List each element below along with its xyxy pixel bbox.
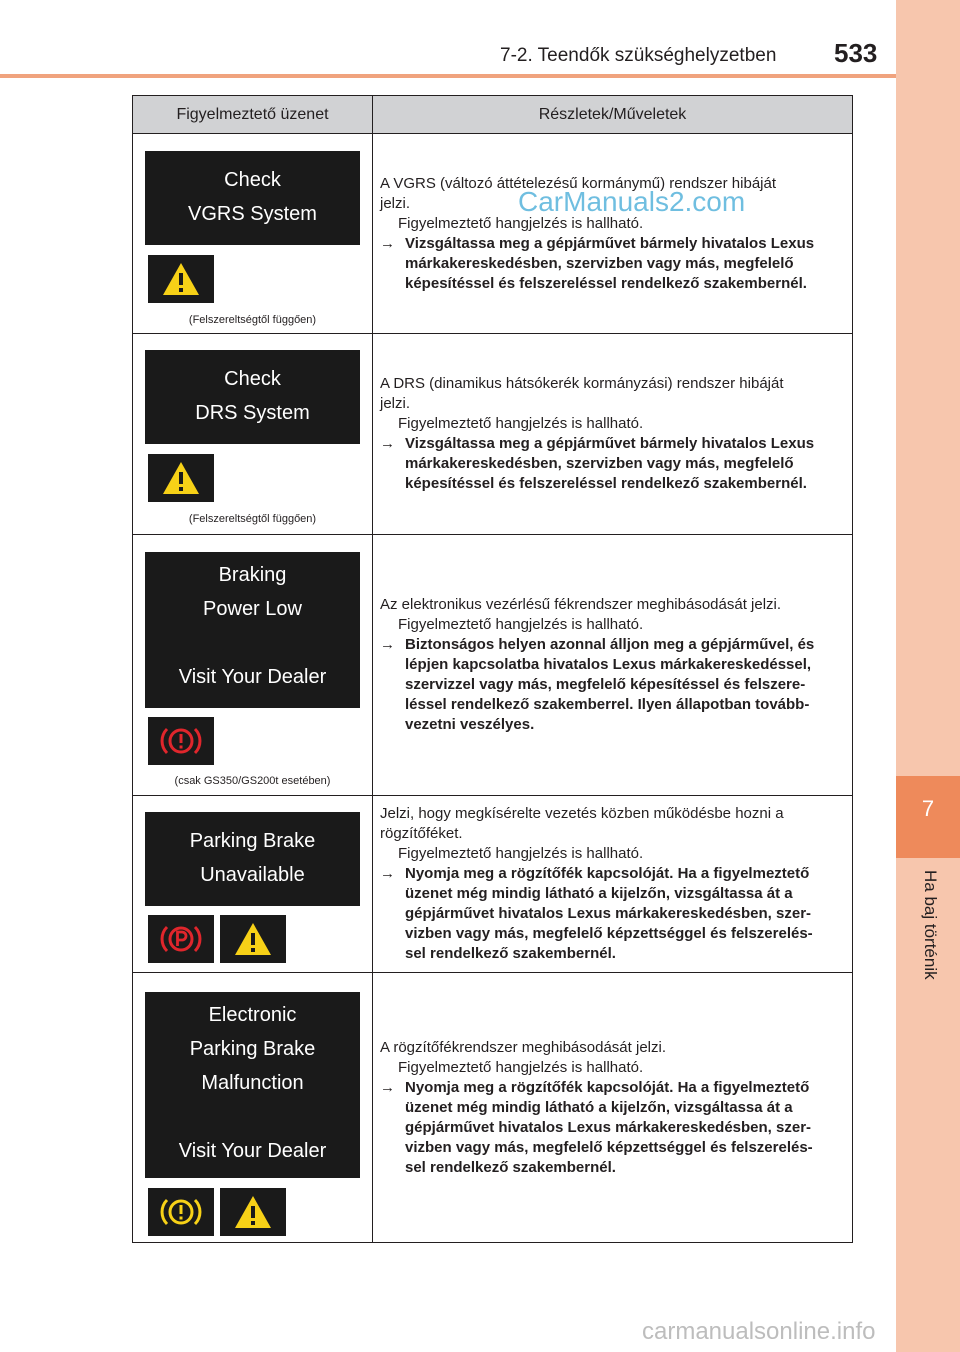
brake-lamp	[148, 1188, 214, 1236]
action-line: Nyomja meg a rögzítőfék kapcsolóját. Ha a figyelmeztető	[405, 1078, 810, 1096]
display-line: Check	[224, 368, 281, 390]
message-cell	[133, 796, 373, 972]
action-line: márkakereskedésben, szervizben vagy más, megfelelő	[405, 254, 794, 272]
parking-brake-lamp	[148, 915, 214, 963]
message-cell	[133, 973, 373, 1242]
display-line: VGRS System	[188, 203, 317, 225]
model-note: (csak GS350/GS200t esetében)	[174, 775, 331, 787]
action-line: képesítéssel és felszereléssel rendelkező szakembernél.	[405, 475, 807, 492]
display-line: Power Low	[203, 598, 302, 620]
display-message-vgrs	[145, 151, 360, 245]
display-message-drs	[145, 350, 360, 444]
action-line: üzenet még mindig látható a kijelzőn, vizsgáltassa át a	[405, 1098, 793, 1116]
description-line: Jelzi, hogy megkísérelte vezetés közben működésbe hozni a	[380, 805, 784, 822]
description-line: jelzi.	[380, 194, 411, 212]
display-line: Visit Your Dealer	[178, 1140, 327, 1162]
warning-lamp	[220, 1188, 286, 1236]
display-line: Parking Brake	[189, 830, 316, 852]
action-step	[380, 434, 840, 494]
page-number: 533	[834, 38, 878, 68]
arrow-right-icon: →	[380, 234, 395, 252]
action-line: lépjen kapcsolatba hivatalos Lexus márkakereskedéssel,	[405, 656, 812, 673]
message-cell	[133, 535, 373, 795]
message-cell	[133, 334, 373, 534]
message-cell	[133, 134, 373, 333]
warning-lamp	[220, 915, 286, 963]
warning-triangle-icon	[161, 261, 201, 297]
header-divider	[0, 74, 896, 78]
table-row	[133, 334, 852, 535]
action-step	[380, 864, 840, 964]
display-line: Braking	[218, 564, 287, 586]
details-cell	[373, 973, 852, 1242]
display-line: Check	[224, 169, 281, 191]
display-line: Malfunction	[201, 1072, 304, 1094]
column-header-message: Figyelmeztető üzenet	[133, 96, 373, 133]
brake-warning-icon	[159, 723, 203, 759]
display-line: DRS System	[195, 402, 310, 424]
side-strip	[896, 0, 960, 1352]
action-line: Vizsgáltassa meg a gépjárművet bármely hivatalos Lexus	[405, 234, 815, 252]
action-step	[380, 234, 840, 294]
warning-triangle-icon	[161, 460, 201, 496]
display-message-epb-malfunction	[145, 992, 360, 1178]
chapter-tab-number: 7	[921, 796, 935, 821]
action-line: Nyomja meg a rögzítőfék kapcsolóját. Ha a figyelmeztető	[405, 865, 810, 882]
column-header-details: Részletek/Műveletek	[538, 105, 687, 123]
sound-note: Figyelmeztető hangjelzés is hallható.	[398, 415, 644, 432]
warning-triangle-icon	[233, 1194, 273, 1230]
action-line: sel rendelkező szakembernél.	[405, 1158, 616, 1176]
action-line: gépjárművet hivatalos Lexus márkakereskedésben, szer-	[405, 905, 812, 922]
display-line: Parking Brake	[189, 1038, 316, 1060]
action-line: vizben vagy más, megfelelő képzettséggel és felszerelés-	[405, 1138, 813, 1156]
watermark-carmanualsonline: carmanualsonline.info	[642, 1318, 876, 1345]
action-line: képesítéssel és felszereléssel rendelkező szakembernél.	[405, 274, 807, 292]
sound-note: Figyelmeztető hangjelzés is hallható.	[398, 616, 644, 633]
warning-lamp	[148, 255, 214, 303]
sound-note: Figyelmeztető hangjelzés is hallható.	[398, 214, 644, 232]
description-line: Az elektronikus vezérlésű fékrendszer meghibásodását jelzi.	[380, 596, 782, 613]
table-row	[133, 796, 852, 973]
warning-message-table	[132, 95, 853, 1243]
display-line: Electronic	[208, 1004, 297, 1026]
display-line: Unavailable	[200, 864, 305, 886]
equipment-note: (Felszereltségtől függően)	[188, 314, 317, 326]
arrow-right-icon: →	[380, 1078, 395, 1096]
equipment-note: (Felszereltségtől függően)	[188, 513, 317, 525]
display-message-parking-unavailable	[145, 812, 360, 906]
arrow-right-icon: →	[380, 636, 395, 653]
details-cell	[373, 796, 852, 972]
arrow-right-icon: →	[380, 865, 395, 882]
chapter-label-wrap	[880, 870, 944, 1030]
action-line: sel rendelkező szakembernél.	[405, 945, 616, 962]
sound-note: Figyelmeztető hangjelzés is hallható.	[398, 845, 644, 862]
action-step	[380, 1078, 840, 1178]
brake-lamp	[148, 717, 214, 765]
display-message-braking-power	[145, 552, 360, 708]
display-line: Visit Your Dealer	[178, 666, 327, 688]
description-line: A VGRS (változó áttételezésű kormánymű) rendszer hibáját	[380, 174, 777, 192]
table-row	[133, 535, 852, 796]
brake-warning-icon	[159, 1194, 203, 1230]
action-line: üzenet még mindig látható a kijelzőn, vizsgáltassa át a	[405, 885, 793, 902]
table-row	[133, 973, 852, 1242]
details-cell	[373, 134, 852, 333]
description-line: A rögzítőfékrendszer meghibásodását jelzi.	[380, 1038, 666, 1056]
action-line: Vizsgáltassa meg a gépjárművet bármely hivatalos Lexus	[405, 435, 815, 452]
arrow-right-icon: →	[380, 435, 395, 452]
table-row	[133, 134, 852, 334]
details-cell	[373, 334, 852, 534]
action-step	[380, 635, 840, 735]
action-line: vezetni veszélyes.	[405, 716, 535, 733]
action-line: Biztonságos helyen azonnal álljon meg a gépjárművel, és	[405, 636, 815, 653]
details-cell	[373, 535, 852, 795]
watermark-carmanuals2: CarManuals2.com	[518, 186, 746, 217]
warning-triangle-icon	[233, 921, 273, 957]
description-line: A DRS (dinamikus hátsókerék kormányzási) rendszer hibáját	[380, 375, 784, 392]
chapter-label: Ha baj történik	[921, 870, 940, 980]
warning-lamp	[148, 454, 214, 502]
section-title: 7-2. Teendők szükséghelyzetben	[500, 45, 777, 66]
action-line: vizben vagy más, megfelelő képzettséggel és felszerelés-	[405, 925, 813, 942]
action-line: léssel rendelkező szakemberrel. Ilyen állapotban tovább-	[405, 696, 810, 713]
description-line: jelzi.	[380, 395, 411, 412]
action-line: márkakereskedésben, szervizben vagy más, megfelelő	[405, 455, 794, 472]
table-header	[133, 96, 852, 134]
action-line: szervizzel vagy más, megfelelő képesítéssel és felszere-	[405, 676, 806, 693]
description-line: rögzítőféket.	[380, 825, 463, 842]
parking-brake-icon	[159, 921, 203, 957]
sound-note: Figyelmeztető hangjelzés is hallható.	[398, 1058, 644, 1076]
action-line: gépjárművet hivatalos Lexus márkakereskedésben, szer-	[405, 1118, 812, 1136]
